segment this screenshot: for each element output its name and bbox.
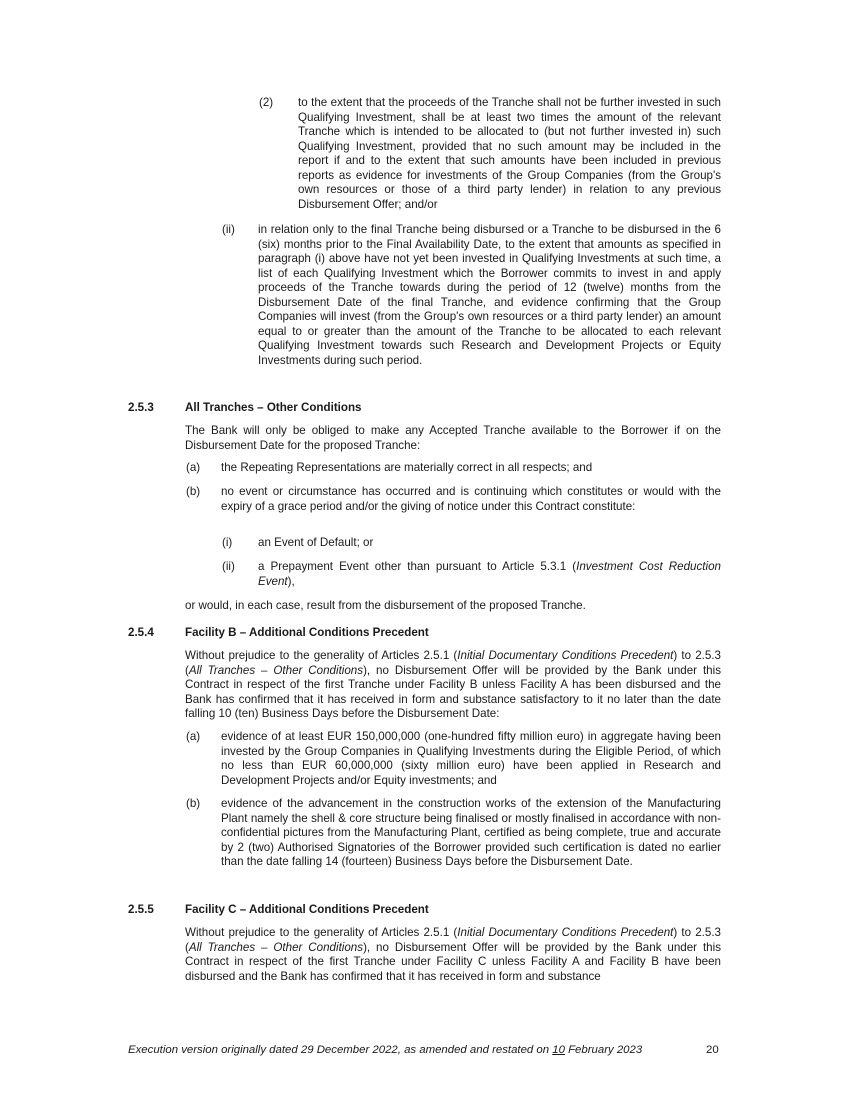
section-255-intro: Without prejudice to the generality of Articles 2.5.1 (Initial Documentary Conditions Precedent) to 2.5.3 (All Tranches – Other Conditions), no Disbursement Offer will be provided by the Bank under this Contract in respect of the first Tranche under Facility C unless Facility A and Facility B have been disbursed and the Bank has confirmed that it has received in form and substance — [185, 926, 721, 983]
para-label-ii: (ii) — [222, 223, 235, 236]
item-254-a-text: evidence of at least EUR 150,000,000 (one-hundred fifty million euro) in aggregate having been invested by the Group Companies in Qualifying Investments during the Eligible Period, of which no less than EUR 60,000,000 (sixty million euro) have been applied in Research and Development Projects and/or Equity investments; and — [221, 730, 721, 787]
section-title-255: Facility C – Additional Conditions Precedent — [185, 903, 429, 916]
section-number-255: 2.5.5 — [128, 903, 154, 916]
item-254-b-text: evidence of the advancement in the construction works of the extension of the Manufacturing Plant namely the shell & core structure being finalised or mostly finalised in accordance with non-confidential pictures from the Manufacturing Plant, certified as being complete, true and accurate by 2 (two) Authorised Signatories of the Borrower provided such certification is dated no earlier than the date falling 14 (fourteen) Business Days before the Disbursement Date. — [221, 797, 721, 869]
page-number: 20 — [706, 1044, 719, 1056]
item-label-253-a: (a) — [186, 461, 201, 474]
section-title-254: Facility B – Additional Conditions Precedent — [185, 626, 429, 639]
section-number-254: 2.5.4 — [128, 626, 154, 639]
section-number-253: 2.5.3 — [128, 401, 154, 414]
item-label-253-b-i: (i) — [222, 536, 233, 549]
section-253-closing: or would, in each case, result from the disbursement of the proposed Tranche. — [185, 599, 586, 612]
section-253-intro: The Bank will only be obliged to make any Accepted Tranche available to the Borrower if on the Disbursement Date for the proposed Tranche: — [185, 424, 721, 452]
section-254-intro: Without prejudice to the generality of Articles 2.5.1 (Initial Documentary Conditions Precedent) to 2.5.3 (All Tranches – Other Conditions), no Disbursement Offer will be provided by the Bank under this Contract in respect of the first Tranche under Facility B unless Facility A has been disbursed and the Bank has confirmed that it has received in form and substance satisfactory to it no later than the date falling 10 (ten) Business Days before the Disbursement Date: — [185, 649, 721, 721]
item-253-b-ii-text: a Prepayment Event other than pursuant to Article 5.3.1 (Investment Cost Reduction Event), — [258, 560, 721, 588]
para-ii-text: in relation only to the final Tranche being disbursed or a Tranche to be disbursed in the 6 (six) months prior to the Final Availability Date, to the extent that amounts as specified in paragraph (i) above have not yet been invested in Qualifying Investments at such time, a list of each Qualifying Investment which the Borrower commits to invest in and apply proceeds of the Tranche towards during the period of 12 (twelve) months from the Disbursement Date of the final Tranche, and evidence confirming that the Group Companies will invest (from the Group's own resources or a third party lender) an amount equal to or greater than the amount of the Tranche to be allocated to each relevant Qualifying Investment towards such Research and Development Projects or Equity Investments during such period. — [258, 223, 721, 367]
item-label-253-b: (b) — [186, 485, 201, 498]
item-253-b-text: no event or circumstance has occurred and is continuing which constitutes or would with the expiry of a grace period and/or the giving of notice under this Contract constitute: — [221, 485, 721, 513]
item-253-a-text: the Repeating Representations are materially correct in all respects; and — [221, 461, 593, 474]
item-253-b-i-text: an Event of Default; or — [258, 536, 374, 549]
page-footer: Execution version originally dated 29 December 2022, as amended and restated on 10 February 2023 — [128, 1044, 643, 1056]
para-label-2: (2) — [259, 96, 274, 109]
item-label-254-b: (b) — [186, 797, 201, 810]
item-label-254-a: (a) — [186, 730, 201, 743]
item-label-253-b-ii: (ii) — [222, 560, 235, 573]
section-title-253: All Tranches – Other Conditions — [185, 401, 362, 414]
para-2-text: to the extent that the proceeds of the Tranche shall not be further invested in such Qualifying Investment, shall be at least two times the amount of the relevant Tranche which is intended to be allocated to (but not further invested in) such Qualifying Investment, provided that no such amount may be included in the report if and to the extent that such amounts have been included in previous reports as evidence for investments of the Group Companies (from the Group's own resources or those of a third party lender) in relation to any previous Disbursement Offer; and/or — [298, 96, 721, 211]
